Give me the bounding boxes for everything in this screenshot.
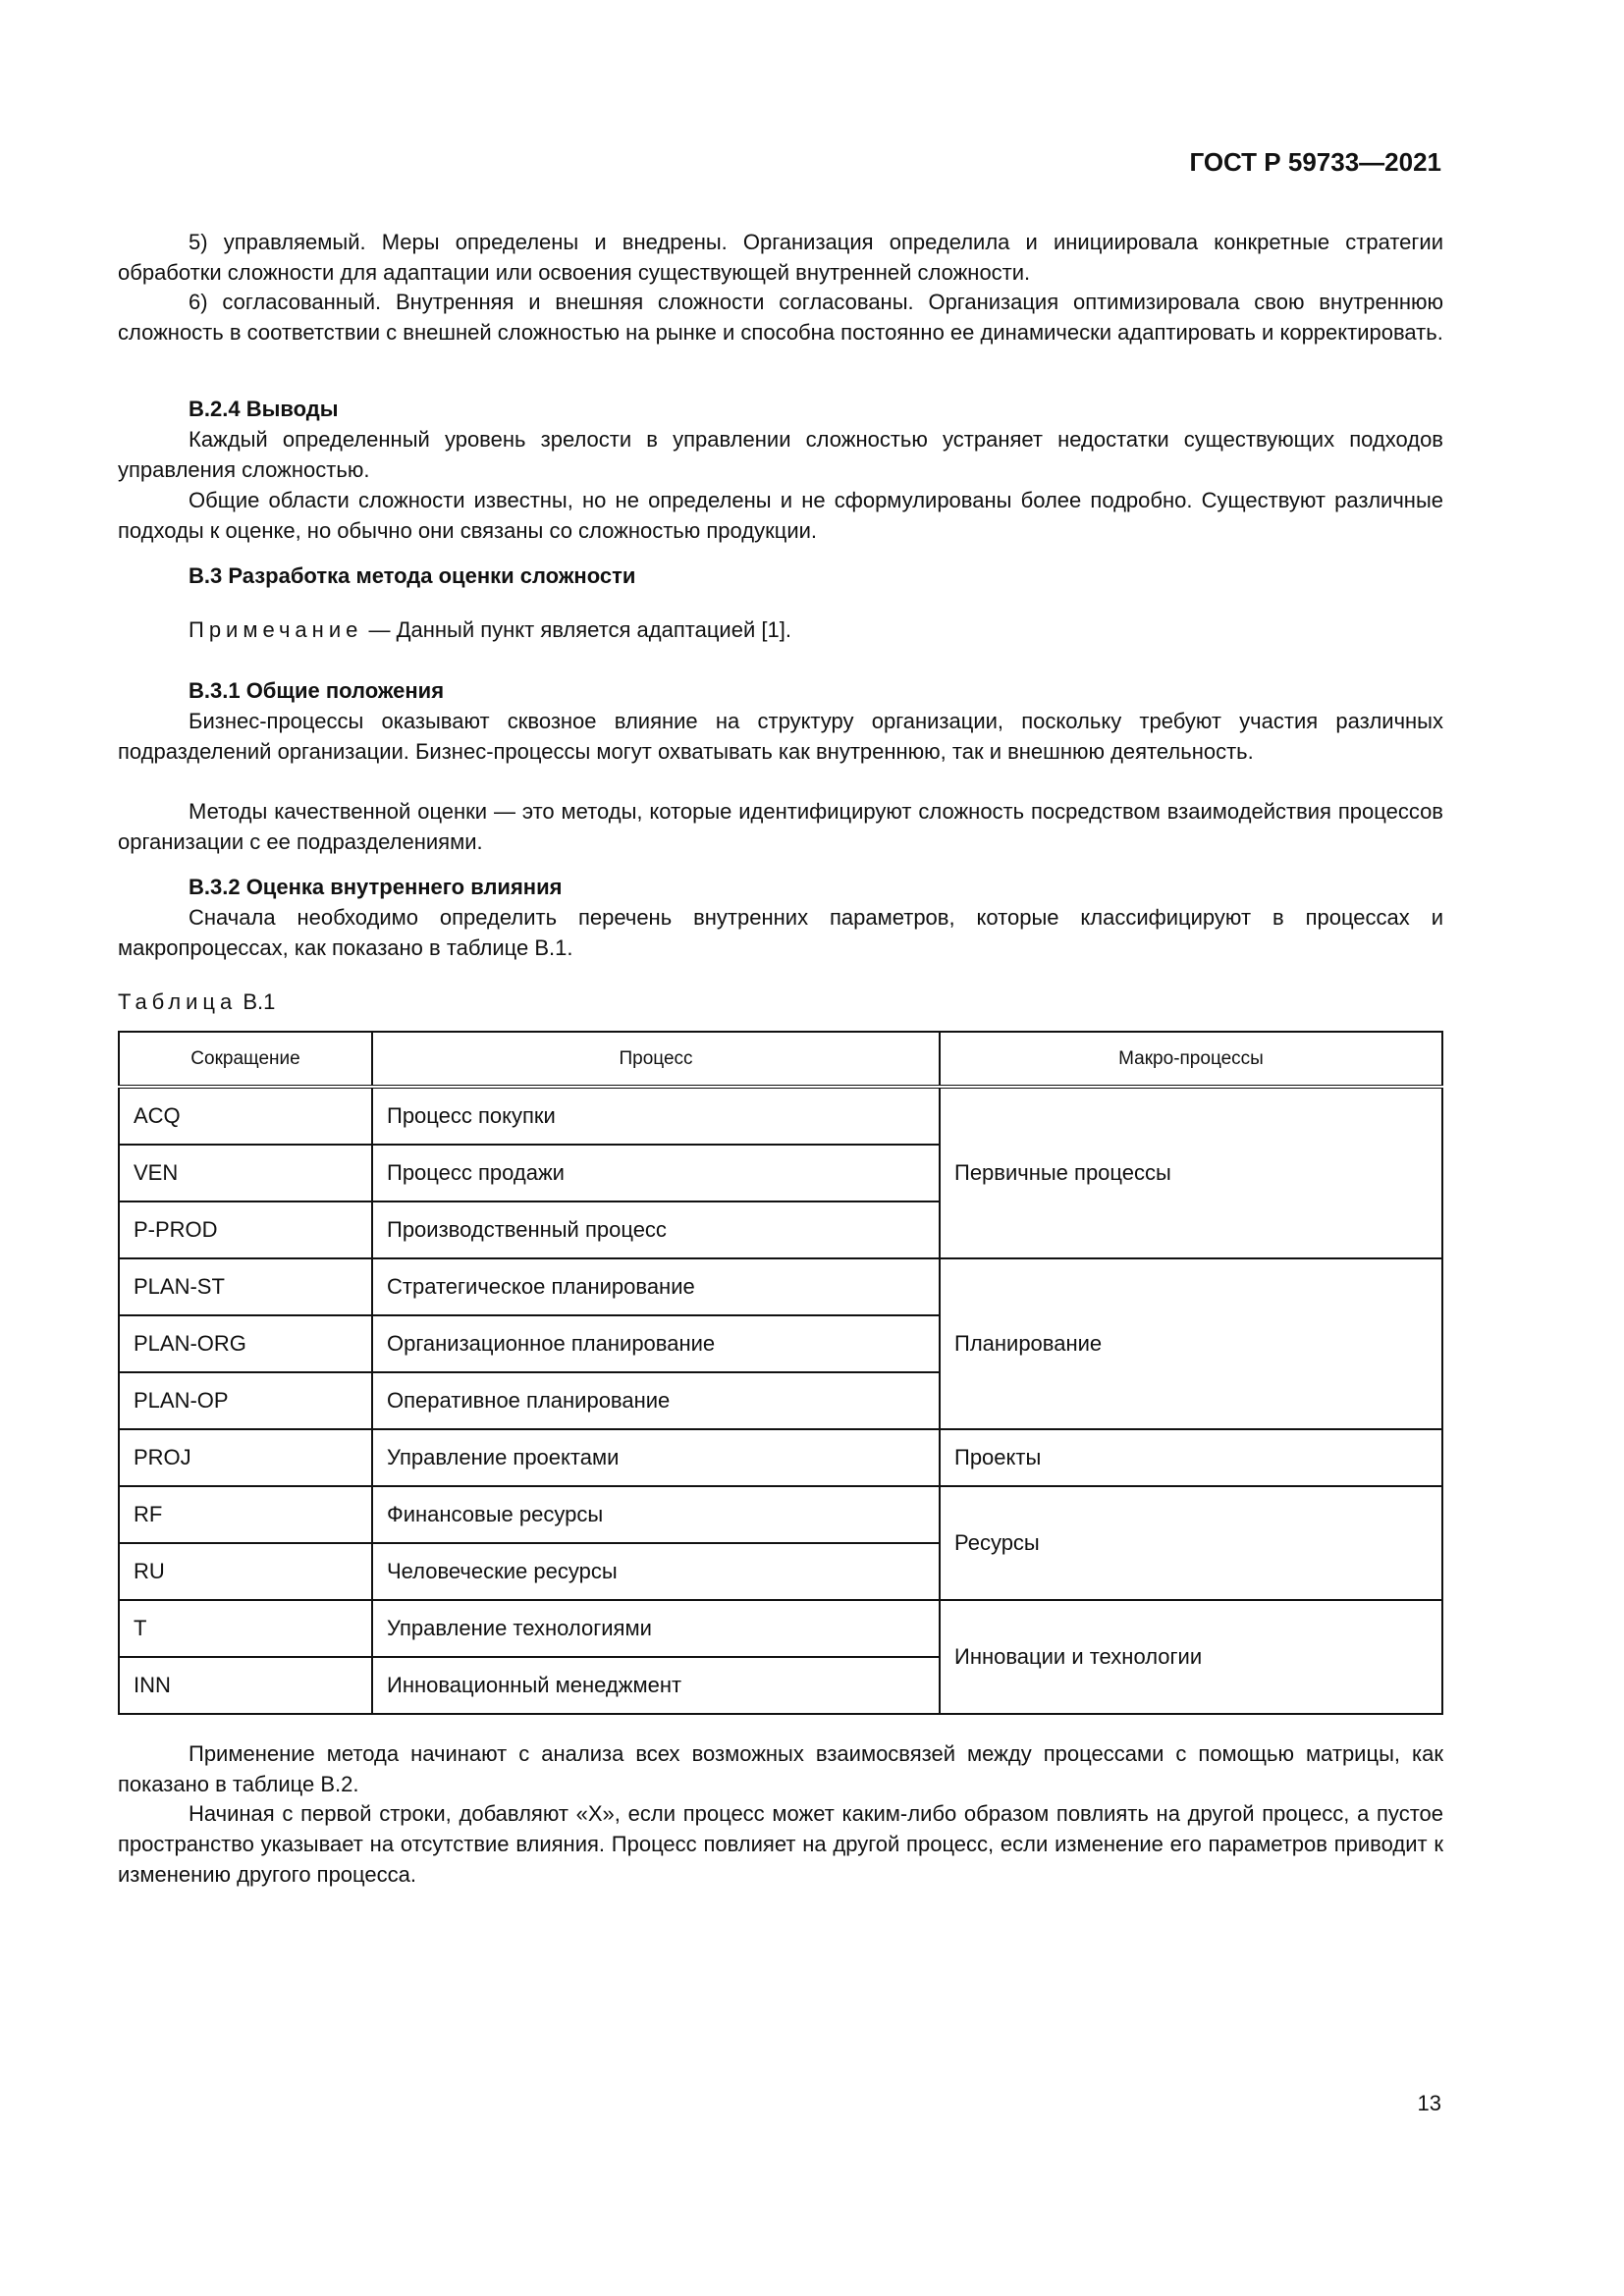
text: Бизнес-процессы оказывают сквозное влияние на структуру организации, поскольку требуют участия различных подразделений организации. Бизнес-процессы могут охватывать как внутреннюю, так и внешнюю деятельность.	[118, 709, 1443, 764]
text: Каждый определенный уровень зрелости в управлении сложностью устраняет недостатки существующих подходов управления сложностью.	[118, 427, 1443, 482]
cell: PROJ	[119, 1429, 372, 1486]
heading: В.3.2 Оценка внутреннего влияния	[189, 875, 563, 899]
cell: RF	[119, 1486, 372, 1543]
cell: Управление технологиями	[372, 1600, 940, 1657]
table-caption	[118, 987, 1443, 1017]
heading: В.3 Разработка метода оценки сложности	[189, 563, 636, 588]
text: 5) управляемый. Меры определены и внедрены. Организация определила и инициировала конкретные стратегии обработки сложности для адаптации или освоения существующей внутренней сложности.	[118, 230, 1443, 285]
cell: RU	[119, 1543, 372, 1600]
table-header-row	[119, 1032, 1442, 1087]
cell: VEN	[119, 1145, 372, 1201]
cell: Оперативное планирование	[372, 1372, 940, 1429]
table-b1	[118, 1031, 1443, 1715]
note-label: Примечание	[189, 617, 363, 642]
table-row	[119, 1600, 1442, 1657]
macro-cell: Первичные процессы	[940, 1087, 1442, 1258]
cell: PLAN-ORG	[119, 1315, 372, 1372]
paragraph	[118, 485, 1443, 546]
macro-cell: Проекты	[940, 1429, 1442, 1486]
macro-cell: Ресурсы	[940, 1486, 1442, 1600]
heading-b3	[118, 561, 1443, 591]
paragraph-6	[118, 287, 1443, 347]
table-row	[119, 1087, 1442, 1145]
cell: Человеческие ресурсы	[372, 1543, 940, 1600]
column-header: Сокращение	[119, 1032, 372, 1087]
cell: PLAN-ST	[119, 1258, 372, 1315]
column-header: Процесс	[372, 1032, 940, 1087]
heading: В.3.1 Общие положения	[189, 678, 445, 703]
page-number: 13	[1417, 2091, 1441, 2115]
paragraph	[118, 1738, 1443, 1799]
column-header: Макро-процессы	[940, 1032, 1442, 1087]
table-row	[119, 1258, 1442, 1315]
text: Применение метода начинают с анализа всех возможных взаимосвязей между процессами с помощью матрицы, как показано в таблице В.2.	[118, 1741, 1443, 1796]
paragraph-5	[118, 227, 1443, 288]
cell: Стратегическое планирование	[372, 1258, 940, 1315]
cell: Процесс покупки	[372, 1087, 940, 1145]
table-row	[119, 1429, 1442, 1486]
cell: Производственный процесс	[372, 1201, 940, 1258]
cell: Управление проектами	[372, 1429, 940, 1486]
note-text: — Данный пункт является адаптацией [1].	[362, 617, 791, 642]
paragraph	[118, 902, 1443, 963]
text: Сначала необходимо определить перечень внутренних параметров, которые классифицируют в процессах и макропроцессах, как показано в таблице В.1.	[118, 905, 1443, 960]
cell: Финансовые ресурсы	[372, 1486, 940, 1543]
cell: P-PROD	[119, 1201, 372, 1258]
heading-b32	[118, 872, 1443, 902]
cell: Организационное планирование	[372, 1315, 940, 1372]
text: Общие области сложности известны, но не определены и не сформулированы более подробно. Существуют различные подходы к оценке, но обычно они связаны со сложностью продукции.	[118, 488, 1443, 543]
cell: ACQ	[119, 1087, 372, 1145]
paragraph	[118, 424, 1443, 485]
caption-label: Таблица	[118, 989, 238, 1014]
macro-cell: Планирование	[940, 1258, 1442, 1429]
table-row	[119, 1486, 1442, 1543]
paragraph	[118, 796, 1443, 857]
heading: В.2.4 Выводы	[189, 397, 339, 421]
text: 6) согласованный. Внутренняя и внешняя сложности согласованы. Организация оптимизировала свою внутреннюю сложность в соответствии с внешней сложностью на рынке и способна постоянно ее динамически адаптировать и корректировать.	[118, 290, 1443, 345]
text: Начиная с первой строки, добавляют «Х», если процесс может каким-либо образом повлиять на другой процесс, а пустое пространство указывает на отсутствие влияния. Процесс повлияет на другой процесс, если изменение его параметров приводит к изменению другого процесса.	[118, 1801, 1443, 1887]
cell: Инновационный менеджмент	[372, 1657, 940, 1714]
document-header: ГОСТ Р 59733—2021	[1189, 147, 1441, 177]
paragraph	[118, 706, 1443, 767]
text: Методы качественной оценки — это методы, которые идентифицируют сложность посредством взаимодействия процессов организации с ее подразделениями.	[118, 799, 1443, 854]
cell: T	[119, 1600, 372, 1657]
macro-cell: Инновации и технологии	[940, 1600, 1442, 1714]
heading-b24	[118, 394, 1443, 424]
heading-b31	[118, 675, 1443, 706]
cell: INN	[119, 1657, 372, 1714]
cell: PLAN-OP	[119, 1372, 372, 1429]
paragraph	[118, 1798, 1443, 1890]
caption-number: В.1	[237, 989, 276, 1014]
cell: Процесс продажи	[372, 1145, 940, 1201]
note	[118, 614, 1443, 645]
